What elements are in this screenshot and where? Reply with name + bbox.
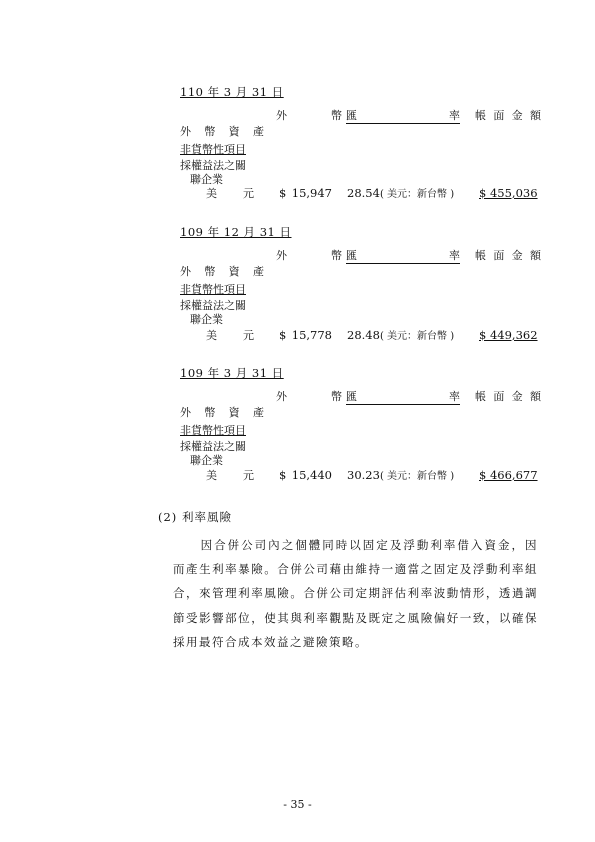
block-date: 109 年 3 月 31 日 (180, 366, 284, 380)
column-header-rate-left: 匯 (346, 249, 357, 262)
header-underline (346, 404, 460, 405)
header-underline (346, 123, 460, 124)
column-header-book-value: 帳 面 金 額 (475, 249, 541, 262)
row-label-foreign-assets: 外 幣 資 產 (180, 406, 264, 419)
exchange-rate: 30.23( 美元：新台幣 ) (347, 468, 455, 482)
book-value: $ 455,036 (479, 186, 538, 200)
column-header-foreign-currency: 外 幣 (276, 390, 342, 403)
column-header-book-value: 帳 面 金 額 (475, 109, 541, 122)
column-header-foreign-currency: 外 幣 (276, 249, 342, 262)
row-label-currency: 美 元 (206, 187, 254, 200)
exchange-rate: 28.48( 美元：新台幣 ) (347, 328, 455, 342)
column-header-rate-right: 率 (449, 390, 460, 403)
row-label-non-monetary: 非貨幣性項目 (180, 424, 246, 437)
fx-dollar-sign: $ (279, 186, 287, 200)
book-value: $ 466,677 (479, 468, 538, 482)
fx-dollar-sign: $ (279, 328, 287, 342)
section-heading: (2) 利率風險 (158, 510, 232, 524)
column-header-rate-left: 匯 (346, 390, 357, 403)
section-paragraph (173, 533, 538, 654)
paragraph-text: 因合併公司內之個體同時以固定及浮動利率借入資金，因而產生利率暴險。合併公司藉由維持一適當之固定及浮動利率組合，來管理利率風險。合併公司定期評估利率波動情形，透過調節受影響部位，使其與利率觀點及既定之風險偏好一致，以確保採用最符合成本效益之避險策略。 (173, 538, 538, 649)
row-label-equity-method: 採權益法之關 (180, 440, 246, 453)
row-label-equity-method: 採權益法之關 (180, 159, 246, 172)
column-header-foreign-currency: 外 幣 (276, 109, 342, 122)
column-header-book-value: 帳 面 金 額 (475, 390, 541, 403)
row-label-equity-method: 採權益法之關 (180, 299, 246, 312)
fx-amount: 15,440 (291, 468, 332, 482)
row-label-associates: 聯企業 (190, 313, 223, 326)
row-label-associates: 聯企業 (190, 454, 223, 467)
column-header-rate-right: 率 (449, 249, 460, 262)
header-underline (346, 263, 460, 264)
fx-amount: 15,947 (291, 186, 332, 200)
fx-amount: 15,778 (291, 328, 332, 342)
fx-dollar-sign: $ (279, 468, 287, 482)
row-label-foreign-assets: 外 幣 資 產 (180, 125, 264, 138)
row-label-foreign-assets: 外 幣 資 產 (180, 265, 264, 278)
row-label-associates: 聯企業 (190, 173, 223, 186)
page-number: - 35 - (283, 798, 312, 811)
row-label-non-monetary: 非貨幣性項目 (180, 143, 246, 156)
row-label-currency: 美 元 (206, 469, 254, 482)
row-label-currency: 美 元 (206, 329, 254, 342)
block-date: 110 年 3 月 31 日 (180, 85, 284, 99)
column-header-rate-right: 率 (449, 109, 460, 122)
block-date: 109 年 12 月 31 日 (180, 225, 292, 239)
column-header-rate-left: 匯 (346, 109, 357, 122)
book-value: $ 449,362 (479, 328, 538, 342)
exchange-rate: 28.54( 美元：新台幣 ) (347, 186, 455, 200)
row-label-non-monetary: 非貨幣性項目 (180, 283, 246, 296)
